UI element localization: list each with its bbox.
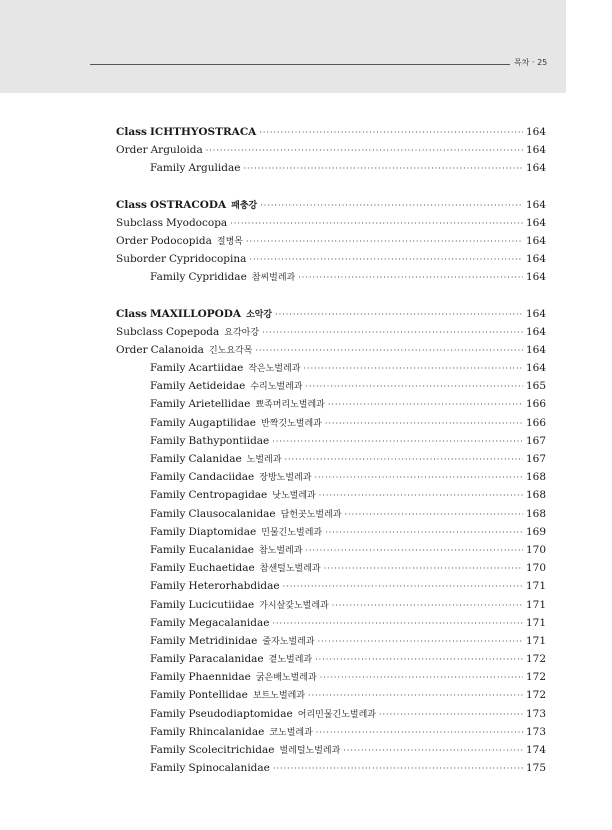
toc-entry[interactable]: [116, 123, 546, 141]
toc-korean-name: 곁노벌레과: [268, 655, 313, 666]
table-of-contents: [116, 123, 546, 777]
toc-entry[interactable]: [116, 650, 546, 668]
toc-taxon: Arguloida: [150, 144, 203, 157]
toc-korean-name: 굵은배노벌레과: [255, 673, 317, 684]
toc-leader-dots: [318, 633, 523, 651]
toc-entry[interactable]: [116, 505, 546, 523]
toc-page-number: 164: [525, 343, 546, 356]
toc-rank: Class: [116, 126, 147, 138]
toc-rank: Family: [150, 362, 186, 375]
toc-entry[interactable]: [116, 268, 546, 286]
toc-page-number: 171: [525, 580, 546, 593]
toc-rank: Family: [150, 525, 186, 538]
toc-taxon: Heterorhabdidae: [188, 580, 280, 593]
toc-taxon: Pseudodiaptomidae: [188, 707, 293, 720]
toc-leader-dots: [262, 324, 523, 342]
toc-taxon: Metridinidae: [188, 634, 258, 647]
toc-leader-dots: [275, 306, 523, 324]
toc-leader-dots: [230, 215, 523, 233]
toc-korean-name: 반짝깃노벌레과: [260, 418, 322, 429]
toc-entry[interactable]: [116, 741, 546, 759]
toc-entry[interactable]: [116, 359, 546, 377]
toc-entry[interactable]: [116, 232, 546, 250]
toc-entry[interactable]: [116, 468, 546, 486]
toc-taxon: Clausocalanidae: [188, 507, 276, 520]
toc-leader-dots: [255, 342, 523, 360]
toc-taxon: Eucalanidae: [188, 543, 254, 556]
toc-entry[interactable]: [116, 196, 546, 214]
toc-leader-dots: [343, 742, 523, 760]
toc-taxon: Aetideidae: [188, 380, 246, 393]
toc-rank: Family: [150, 507, 186, 520]
toc-entry[interactable]: [116, 632, 546, 650]
toc-taxon: OSTRACODA: [149, 198, 227, 211]
toc-korean-name: 작은노벌레과: [248, 364, 301, 375]
toc-leader-dots: [314, 469, 523, 487]
toc-leader-dots: [246, 233, 523, 251]
toc-taxon: Augaptilidae: [188, 416, 256, 429]
toc-korean-name: 민물긴노벌레과: [261, 527, 323, 538]
toc-page-number: 165: [525, 380, 546, 393]
toc-entry[interactable]: [116, 141, 546, 159]
toc-entry[interactable]: [116, 432, 546, 450]
toc-korean-name: 수리노벌레과: [250, 382, 303, 393]
toc-rank: Family: [150, 689, 186, 702]
toc-entry[interactable]: [116, 486, 546, 504]
toc-rank: Family: [150, 543, 186, 556]
toc-entry[interactable]: [116, 668, 546, 686]
toc-page-number: 164: [525, 162, 546, 175]
toc-leader-dots: [272, 433, 523, 451]
toc-rank: Class: [116, 307, 147, 320]
toc-page-number: 171: [525, 616, 546, 629]
toc-rank: Family: [150, 744, 186, 756]
header-band: [0, 0, 566, 93]
toc-page-number: 164: [525, 216, 546, 229]
toc-page-number: 172: [525, 689, 546, 702]
toc-entry[interactable]: [116, 341, 546, 359]
toc-rank: Order: [116, 234, 148, 247]
toc-rank: Family: [150, 580, 186, 593]
toc-leader-dots: [328, 396, 523, 414]
toc-taxon: Myodocopa: [165, 216, 228, 229]
running-head: 목차 · 25: [514, 58, 548, 67]
toc-taxon: Megacalanidae: [188, 616, 270, 629]
toc-rank: Family: [150, 671, 186, 684]
toc-entry[interactable]: [116, 759, 546, 777]
toc-leader-dots: [243, 160, 523, 178]
header-rule: [90, 64, 510, 65]
toc-rank: Family: [150, 616, 186, 629]
toc-taxon: Calanoida: [150, 343, 204, 356]
toc-leader-dots: [379, 706, 523, 724]
toc-taxon: Centropagidae: [188, 489, 268, 502]
toc-entry[interactable]: [116, 250, 546, 268]
toc-page-number: 168: [525, 507, 546, 520]
toc-page-number: 164: [525, 126, 546, 138]
toc-leader-dots: [308, 687, 523, 705]
toc-rank: Family: [150, 434, 186, 447]
toc-leader-dots: [325, 524, 523, 542]
toc-korean-name: 담헌곳노벌레과: [280, 509, 342, 520]
toc-page-number: 170: [525, 562, 546, 575]
toc-korean-name: 뾰족머리노벌레과: [255, 400, 325, 411]
toc-korean-name: 소악강: [246, 309, 273, 320]
toc-taxon: Phaennidae: [188, 671, 251, 684]
toc-page-number: 164: [525, 325, 546, 338]
toc-taxon: Rhincalanidae: [188, 725, 265, 738]
toc-leader-dots: [206, 142, 523, 160]
toc-rank: Family: [150, 489, 186, 502]
toc-entry[interactable]: [116, 159, 546, 177]
toc-taxon: Cyprididae: [188, 271, 247, 284]
toc-page-number: 164: [525, 234, 546, 247]
toc-leader-dots: [259, 124, 523, 142]
toc-page-number: 173: [525, 725, 546, 738]
toc-page-number: 172: [525, 671, 546, 684]
toc-leader-dots: [316, 724, 523, 742]
toc-rank: Subclass: [116, 216, 163, 229]
toc-rank: Family: [150, 380, 186, 393]
toc-rank: Order: [116, 144, 148, 157]
toc-leader-dots: [249, 251, 523, 269]
toc-korean-name: 가시살갗노벌레과: [259, 600, 329, 611]
toc-taxon: Scolecitrichidae: [188, 744, 275, 756]
toc-entry[interactable]: [116, 705, 546, 723]
toc-page-number: 167: [525, 434, 546, 447]
toc-leader-dots: [305, 542, 523, 560]
toc-leader-dots: [324, 560, 523, 578]
toc-leader-dots: [298, 269, 523, 287]
toc-taxon: Acartiidae: [188, 362, 244, 375]
toc-page-number: 164: [525, 144, 546, 157]
toc-page-number: 168: [525, 489, 546, 502]
toc-taxon: Copepoda: [165, 325, 220, 338]
toc-taxon: Lucicutiidae: [188, 598, 255, 611]
toc-korean-name: 참샌털노벌레과: [259, 564, 321, 575]
toc-taxon: Bathypontiidae: [188, 434, 270, 447]
toc-page-number: 171: [525, 634, 546, 647]
toc-korean-name: 노벌레과: [246, 455, 282, 465]
toc-rank: Family: [150, 707, 186, 720]
toc-entry[interactable]: [116, 577, 546, 595]
toc-rank: Order: [116, 343, 148, 356]
toc-rank: Family: [150, 725, 186, 738]
toc-rank: Family: [150, 162, 186, 175]
toc-entry[interactable]: [116, 559, 546, 577]
toc-leader-dots: [332, 597, 523, 615]
toc-entry[interactable]: [116, 305, 546, 323]
toc-leader-dots: [272, 615, 522, 633]
toc-taxon: Euchaetidae: [188, 562, 255, 575]
toc-leader-dots: [319, 487, 523, 505]
toc-rank: Family: [150, 653, 186, 666]
toc-korean-name: 어리민물긴노벌레과: [297, 709, 376, 720]
toc-korean-name: 낫노벌레과: [272, 491, 316, 502]
toc-korean-name: 장방노벌레과: [259, 473, 312, 484]
toc-leader-dots: [273, 760, 523, 778]
toc-korean-name: 긴노요각목: [208, 345, 253, 356]
toc-page-number: 170: [525, 543, 546, 556]
toc-page-number: 169: [525, 525, 546, 538]
toc-entry[interactable]: [116, 395, 546, 413]
toc-leader-dots: [325, 415, 523, 433]
toc-taxon: Arietellidae: [188, 398, 251, 411]
toc-korean-name: 절병목: [216, 236, 243, 247]
toc-entry[interactable]: [116, 523, 546, 541]
toc-korean-name: 요각아강: [224, 327, 260, 338]
toc-rank: Family: [150, 398, 186, 411]
toc-page-number: 167: [525, 453, 546, 465]
toc-page-number: 164: [525, 362, 546, 375]
toc-rank: Family: [150, 762, 186, 775]
toc-leader-dots: [305, 378, 522, 396]
toc-taxon: ICHTHYOSTRACA: [149, 126, 257, 138]
toc-page-number: 164: [525, 271, 546, 284]
toc-rank: Family: [150, 453, 186, 465]
toc-rank: Subclass: [116, 325, 163, 338]
toc-entry[interactable]: [116, 596, 546, 614]
toc-entry[interactable]: [116, 414, 546, 432]
toc-taxon: MAXILLOPODA: [149, 307, 242, 320]
toc-korean-name: 코노벌레과: [269, 727, 313, 738]
toc-entry[interactable]: [116, 614, 546, 632]
toc-rank: Family: [150, 471, 186, 484]
toc-leader-dots: [345, 506, 523, 524]
toc-page-number: 168: [525, 471, 546, 484]
toc-page-number: 171: [525, 598, 546, 611]
toc-page-number: 166: [525, 398, 546, 411]
toc-taxon: Podocopida: [150, 234, 212, 247]
toc-rank: Family: [150, 416, 186, 429]
toc-taxon: Cypridocopina: [168, 253, 247, 266]
toc-taxon: Diaptomidae: [188, 525, 257, 538]
toc-taxon: Paracalanidae: [188, 653, 264, 666]
toc-leader-dots: [260, 197, 523, 215]
toc-taxon: Argulidae: [188, 162, 241, 175]
toc-korean-name: 벌레털노벌레과: [279, 746, 341, 756]
toc-entry[interactable]: [116, 686, 546, 704]
toc-page-number: 172: [525, 653, 546, 666]
toc-rank: Family: [150, 562, 186, 575]
toc-taxon: Spinocalanidae: [188, 762, 270, 775]
toc-rank: Family: [150, 598, 186, 611]
toc-leader-dots: [303, 360, 522, 378]
toc-entry[interactable]: [116, 450, 546, 468]
toc-leader-dots: [284, 451, 523, 469]
toc-korean-name: 참씨벌레과: [251, 273, 296, 284]
toc-page-number: 173: [525, 707, 546, 720]
toc-rank: Family: [150, 271, 186, 284]
toc-taxon: Candaciidae: [188, 471, 255, 484]
toc-taxon: Pontellidae: [188, 689, 248, 702]
toc-page-number: 174: [525, 744, 546, 756]
toc-page-number: 166: [525, 416, 546, 429]
toc-leader-dots: [320, 669, 523, 687]
toc-page-number: 164: [525, 253, 546, 266]
toc-rank: Suborder: [116, 253, 166, 266]
toc-entry[interactable]: [116, 214, 546, 232]
toc-page-number: 164: [525, 307, 546, 320]
toc-page-number: 164: [525, 198, 546, 211]
toc-korean-name: 참노벌레과: [258, 545, 303, 556]
toc-leader-dots: [283, 578, 523, 596]
toc-korean-name: 줄자노벌레과: [262, 636, 315, 647]
toc-entry[interactable]: [116, 723, 546, 741]
toc-korean-name: 패충강: [231, 200, 258, 211]
toc-entry[interactable]: [116, 377, 546, 395]
toc-rank: Class: [116, 198, 147, 211]
toc-leader-dots: [315, 651, 523, 669]
toc-entry[interactable]: [116, 323, 546, 341]
toc-entry[interactable]: [116, 541, 546, 559]
toc-rank: Family: [150, 634, 186, 647]
toc-page-number: 175: [525, 762, 546, 775]
toc-korean-name: 보트노벌레과: [252, 691, 306, 702]
toc-taxon: Calanidae: [188, 453, 242, 465]
